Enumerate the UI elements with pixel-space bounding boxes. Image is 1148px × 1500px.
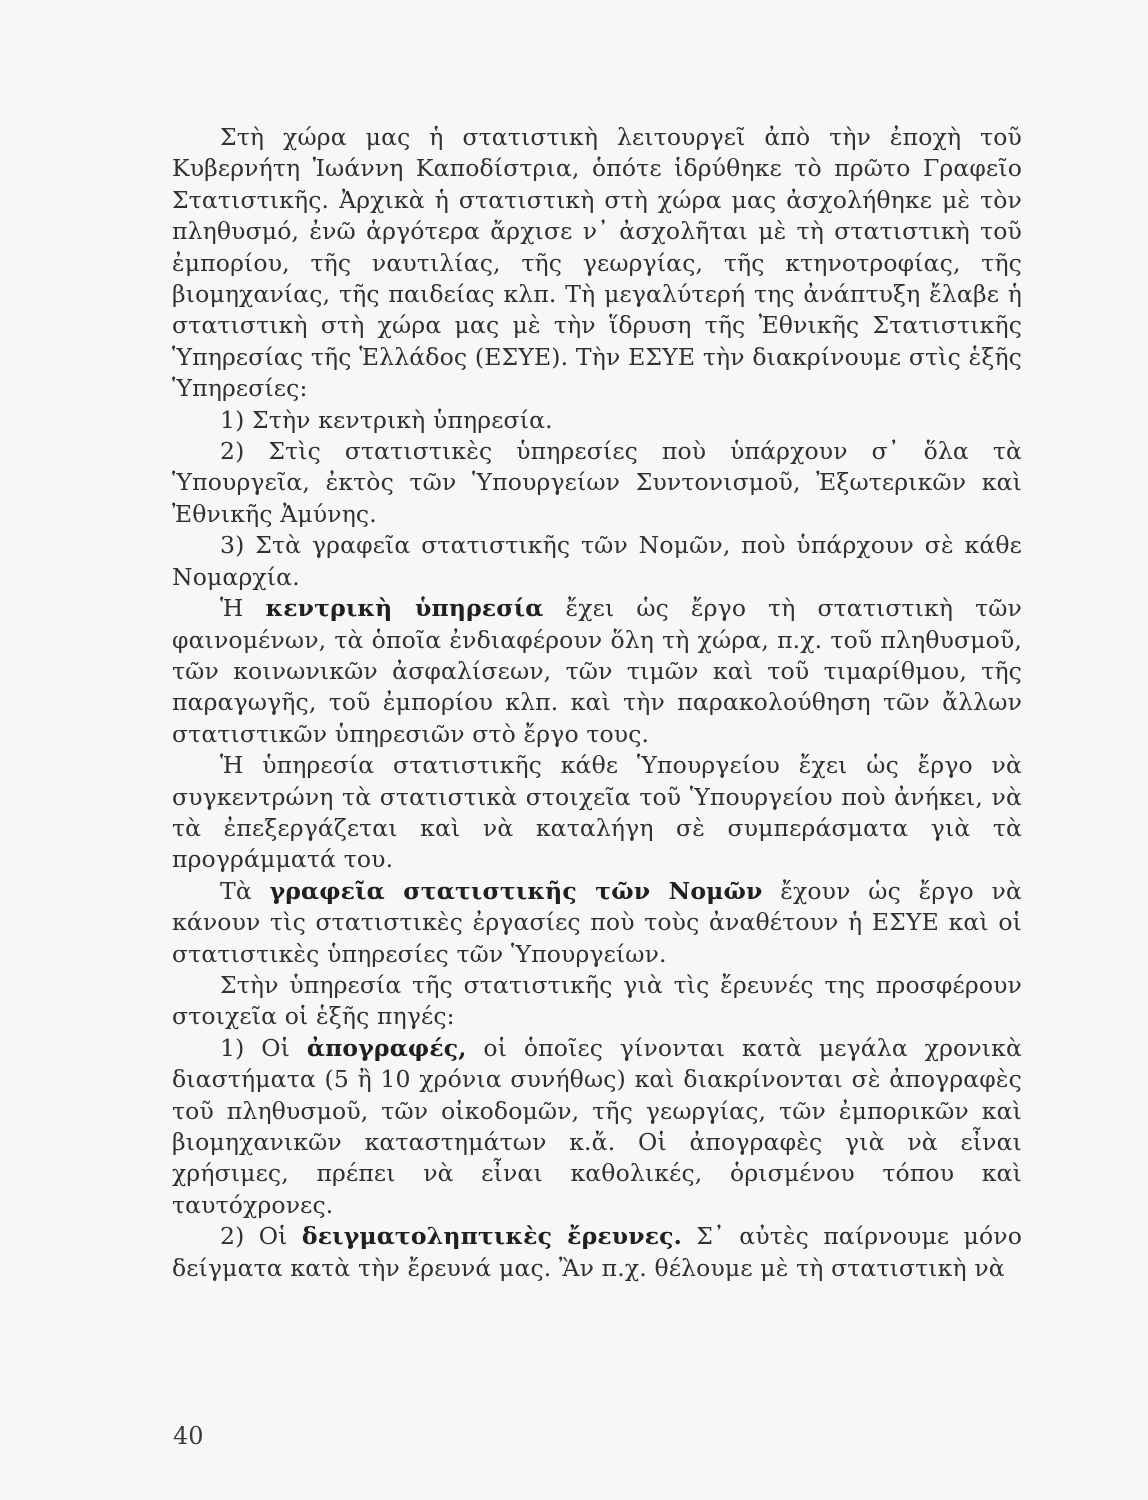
- list-item-central-service: 1) Στὴν κεντρικὴ ὑπηρεσία.: [220, 405, 553, 434]
- paragraph-rest: ἔχει ὡς ἔργο τὴ στατιστικὴ τῶν φαινομένων, τὰ ὁποῖα ἐνδιαφέρουν ὅλη τὴ χώρα, π.χ. τοῦ πληθυσμοῦ, τῶν κοινωνικῶν ἀσφαλίσεων, τῶν τιμῶν καὶ τοῦ τιμαρίθμου, τῆς παραγωγῆς, τοῦ ἐμπορίου κλπ. καὶ τὴν παρακολούθηση τῶν ἄλλων στατιστικῶν ὑπηρεσιῶν στὸ ἔργο τους.: [172, 594, 1022, 748]
- paragraph-lead: 2) Οἱ: [220, 1222, 302, 1251]
- paragraph-sources-intro: Στὴν ὑπηρεσία τῆς στατιστικῆς γιὰ τὶς ἔρευνές της προσφέρουν στοιχεῖα οἱ ἑξῆς πηγές:: [172, 970, 1022, 1031]
- paragraph-prefecture-offices: [172, 876, 1022, 970]
- body-text: [172, 122, 1022, 1284]
- paragraph-rest: ἔχουν ὡς ἔργο νὰ κάνουν τὶς στατιστικὲς ἐργασίες ποὺ τοὺς ἀναθέτουν ἡ ΕΣΥΕ καὶ οἱ στατιστικὲς ὑπηρεσίες τῶν Ὑπουργείων.: [172, 876, 1023, 968]
- paragraph-lead: 1) Οἱ: [220, 1033, 307, 1062]
- paragraph-lead: Τὰ: [220, 876, 270, 905]
- paragraph-rest: Σ᾿ αὐτὲς παίρνουμε μόνο δείγματα κατὰ τὴν ἔρευνά μας. Ἂν π.χ. θέλουμε μὲ τὴ στατιστικὴ νὰ: [172, 1222, 1022, 1282]
- paragraph-history: Στὴ χώρα μας ἡ στατιστικὴ λειτουργεῖ ἀπὸ τὴν ἐποχὴ τοῦ Κυβερνήτη Ἰωάννη Καποδίστρια, ὁπότε ἱδρύθηκε τὸ πρῶτο Γραφεῖο Στατιστικῆς. Ἀρχικὰ ἡ στατιστικὴ στὴ χώρα μας ἀσχολήθηκε μὲ τὸν πληθυσμό, ἐνῶ ἀργότερα ἄρχισε ν᾿ ἀσχολῆται μὲ τὴ στατιστικὴ τοῦ ἐμπορίου, τῆς ναυτιλίας, τῆς γεωργίας, τῆς κτηνοτροφίας, τῆς βιομηχανίας, τῆς παιδείας κλπ. Τὴ μεγαλύτερή της ἀνάπτυξη ἔλαβε ἡ στατιστικὴ στὴ χώρα μας μὲ τὴν ἵδρυση τῆς Ἐθνικῆς Στατιστικῆς Ὑπηρεσίας τῆς Ἑλλάδος (ΕΣΥΕ). Τὴν ΕΣΥΕ τὴν διακρίνουμε στὶς ἑξῆς Ὑπηρεσίες:: [172, 123, 1022, 403]
- paragraph-central-service: [172, 593, 1022, 750]
- list-item-prefecture-offices: 3) Στὰ γραφεῖα στατιστικῆς τῶν Νομῶν, ποὺ ὑπάρχουν σὲ κάθε Νομαρχία.: [172, 531, 1022, 591]
- list-item-sample-surveys: [172, 1221, 1022, 1284]
- paragraph-ministry-service: Ἡ ὑπηρεσία στατιστικῆς κάθε Ὑπουργείου ἔχει ὡς ἔργο νὰ συγκεντρώνη τὰ στατιστικὰ στοιχεῖα τοῦ Ὑπουργείου ποὺ ἀνήκει, νὰ τὰ ἐπεξεργάζεται καὶ νὰ καταλήγη σὲ συμπεράσματα γιὰ τὰ προγράμματά του.: [172, 751, 1022, 874]
- bold-term: δειγματοληπτικὲς ἔρευνες.: [301, 1222, 682, 1251]
- page-number: 40: [173, 1422, 204, 1450]
- paragraph-rest: οἱ ὁποῖες γίνονται κατὰ μεγάλα χρονικὰ διαστήματα (5 ἢ 10 χρόνια συνήθως) καὶ διακρίνονται σὲ ἀπογραφὲς τοῦ πληθυσμοῦ, τῶν οἰκοδομῶν, τῆς γεωργίας, τῶν ἐμπορικῶν καὶ βιομηχανικῶν καταστημάτων κ.ἄ. Οἱ ἀπογραφὲς γιὰ νὰ εἶναι χρήσιμες, πρέπει νὰ εἶναι καθολικές, ὁρισμένου τόπου καὶ ταυτόχρονες.: [172, 1033, 1022, 1219]
- bold-term: ἀπογραφές,: [306, 1033, 467, 1062]
- bold-term: γραφεῖα στατιστικῆς τῶν Νομῶν: [269, 876, 763, 905]
- bold-term: κεντρικὴ ὑπηρεσία: [265, 594, 544, 623]
- list-item-ministry-services: 2) Στὶς στατιστικὲς ὑπηρεσίες ποὺ ὑπάρχουν σ᾿ ὅλα τὰ Ὑπουργεῖα, ἐκτὸς τῶν Ὑπουργείων Συντονισμοῦ, Ἐξωτερικῶν καὶ Ἐθνικῆς Ἀμύνης.: [172, 437, 1022, 528]
- paragraph-lead: Ἡ: [220, 594, 266, 623]
- list-item-censuses: [172, 1033, 1022, 1221]
